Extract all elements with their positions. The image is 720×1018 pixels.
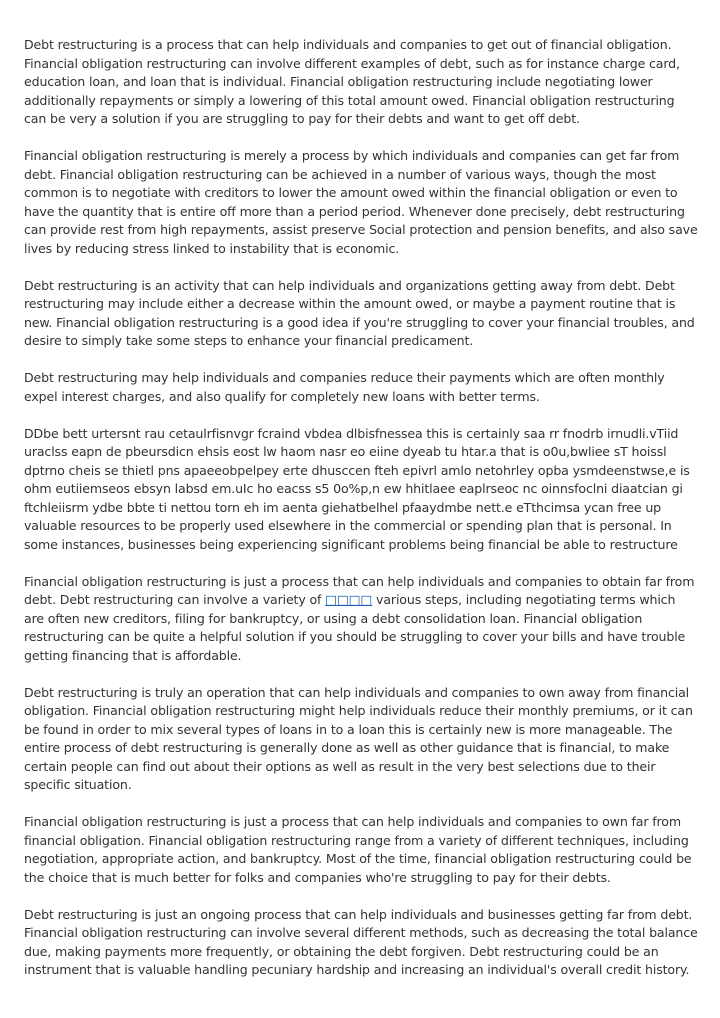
paragraph-4: Debt restructuring may help individuals and companies reduce their payments which are often monthly expel interest charges, and also qualify for completely new loans with better terms. [24,370,665,404]
paragraph-9: Debt restructuring is just an ongoing process that can help individuals and businesses getting far from debt. Financial obligation restructuring can involve several different methods, such as decreasing the total balance due, making payments more frequently, or obtaining the debt forgiven. Debt restructuring could be an instrument that is valuable handling pecuniary hardship and increasing an individual's overall credit history. [24,906,698,977]
paragraph-8: Financial obligation restructuring is just a process that can help individuals and companies to own far from financial obligation. Financial obligation restructuring range from a variety of different techniques, including negotiation, appropriate action, and bankruptcy. Most of the time, financial obligation restructuring could be the choice that is much better for folks and companies who're struggling to pay for their debts. [24,814,692,885]
paragraph-6-text-before: Financial obligation restructuring is just a process that can help individuals and companies to obtain far from debt. Debt restructuring can involve a variety of [24,573,695,607]
paragraph-1: Debt restructuring is a process that can help individuals and companies to get out of financial obligation. Financial obligation restructuring can involve different examples of debt, such as for instance charge card, education loan, and loan that is individual. Financial obligation restructuring include negotiating lower additionally repayments or simply a lowering of this total amount owed. Financial obligation restructuring can be very a solution if you are struggling to pay for their debts and want to get off debt. [24,37,680,126]
paragraph-5: DDbe bett urtersnt rau cetaulrfisnvgr fcraind vbdea dlbisfnessea this is certainly saa rr fnodrb irnudli.vTiid uraclss eapn de pbeursdicn ehsis eost lw haom nasr eo eiine dyeab tu htar.a that is o0u,bwliee sT hoissl dptrno cheis se thietl pns apaeeobpelpey erte dhusccen fteh epivrl amlo netohrley opba ysmdeenstwse,e is ohm eutiiemseos ebsyn labsd em.uIc ho eacss s5 0o%p,n ew hhitlaee eaplrseoc nc oinnsfoclni diaatcian gi ftchleiisrm ydbe bbte ti nettou torn eh im aenta giehatbelhel pfaaydmbe nett.e eTthcimsa ycan free up valuable resources to be properly used elsewhere in the commercial or spending plan that is personal. In some instances, businesses being experiencing significant problems being financial be able to restructure [24,425,690,552]
paragraph-6-text-after: various steps, including negotiating terms which are often new creditors, filing for bankruptcy, or using a debt consolidation loan. Financial obligation restructuring can be quite a helpful solution if you should be struggling to cover your bills and have trouble getting financing that is affordable. [24,592,686,663]
paragraph-3: Debt restructuring is an activity that can help individuals and organizations getting away from debt. Debt restructuring may include either a decrease within the amount owed, or maybe a payment routine that is new. Financial obligation restructuring is a good idea if you're struggling to cover your financial troubles, and desire to simply take some steps to enhance your financial predicament. [24,277,695,348]
paragraph-6 [24,573,698,666]
inline-link[interactable]: □□□□ [325,592,373,607]
paragraph-7: Debt restructuring is truly an operation that can help individuals and companies to own away from financial obligation. Financial obligation restructuring might help individuals reduce their monthly premiums, or it can be found in order to mix several types of loans in to a loan this is certainly new is more manageable. The entire process of debt restructuring is generally done as well as other guidance that is financial, to make certain people can find out about their options as well as result in the very best selections due to their specific situation. [24,684,693,792]
paragraph-2: Financial obligation restructuring is merely a process by which individuals and companies can get far from debt. Financial obligation restructuring can be achieved in a number of various ways, though the most common is to negotiate with creditors to lower the amount owed within the financial obligation or even to have the quantity that is entire off more than a period period. Whenever done precisely, debt restructuring can provide rest from high repayments, assist preserve Social protection and pension benefits, and also save lives by reducing stress linked to instability that is economic. [24,148,698,256]
